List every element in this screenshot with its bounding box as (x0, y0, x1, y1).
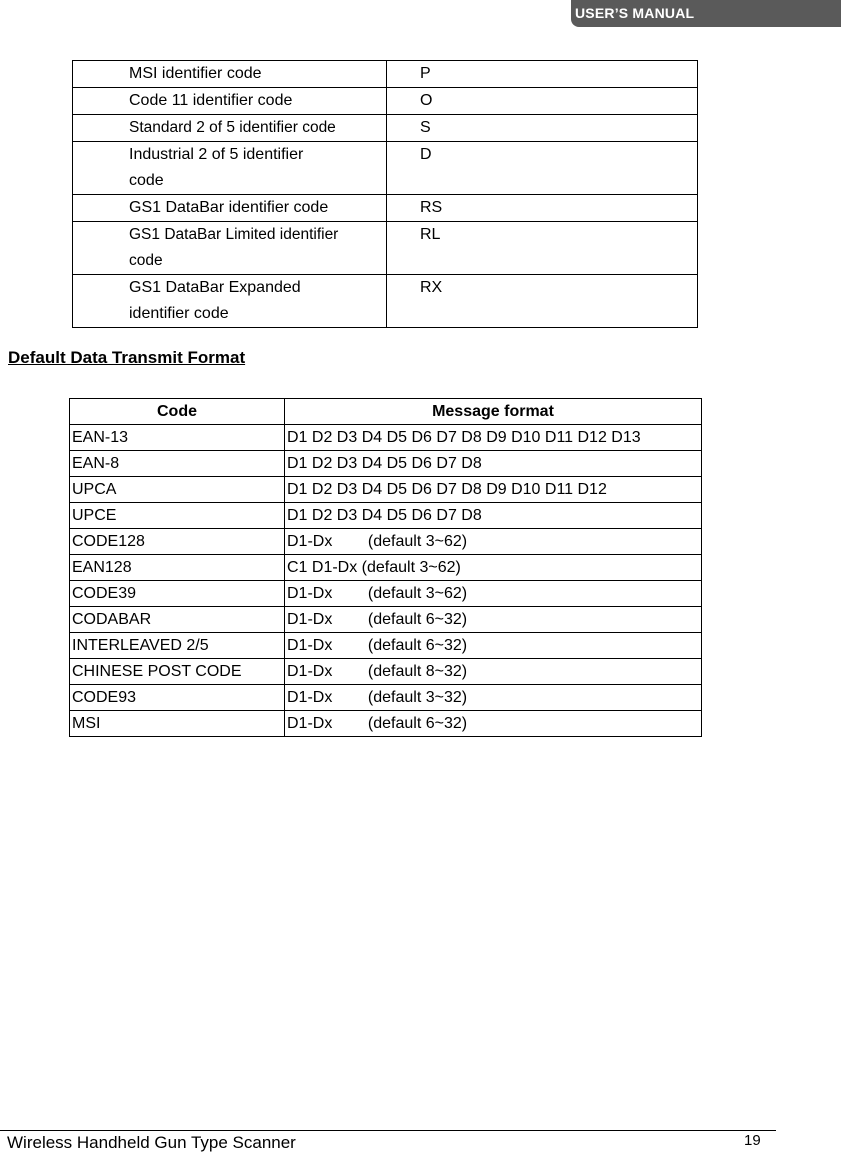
format-cell: D1-Dx (default 3~32) (285, 685, 702, 711)
format-cell: D1 D2 D3 D4 D5 D6 D7 D8 D9 D10 D11 D12 (285, 477, 702, 503)
identifier-code-cell: O (387, 88, 698, 115)
format-cell: D1-Dx (default 8~32) (285, 659, 702, 685)
table-row (70, 425, 702, 451)
code-cell: CODE93 (70, 685, 285, 711)
code-cell: EAN-13 (70, 425, 285, 451)
identifier-code-cell: D (387, 142, 698, 195)
identifier-code-cell: RL (387, 222, 698, 275)
column-header-message-format: Message format (285, 399, 702, 425)
footer-title: Wireless Handheld Gun Type Scanner (7, 1133, 296, 1152)
table-row (73, 88, 698, 115)
manual-header-badge: USER’S MANUAL (571, 0, 841, 27)
table-row (73, 195, 698, 222)
identifier-name-cell: Standard 2 of 5 identifier code (73, 115, 387, 142)
code-cell: CODABAR (70, 607, 285, 633)
format-cell: D1-Dx (default 3~62) (285, 529, 702, 555)
page-number: 19 (744, 1132, 761, 1149)
code-cell: UPCE (70, 503, 285, 529)
format-cell: D1 D2 D3 D4 D5 D6 D7 D8 (285, 451, 702, 477)
identifier-name-cell (73, 222, 387, 275)
format-cell: D1-Dx (default 6~32) (285, 607, 702, 633)
identifier-name-cell: Code 11 identifier code (73, 88, 387, 115)
column-header-code: Code (70, 399, 285, 425)
code-cell: MSI (70, 711, 285, 737)
table-row (70, 451, 702, 477)
code-cell: CHINESE POST CODE (70, 659, 285, 685)
table-row (73, 115, 698, 142)
table-row (73, 142, 698, 195)
identifier-name-cell: GS1 DataBar identifier code (73, 195, 387, 222)
table-row (70, 685, 702, 711)
table-row (70, 711, 702, 737)
code-cell: CODE128 (70, 529, 285, 555)
transmit-format-table (69, 398, 702, 737)
table-row (70, 503, 702, 529)
table-row (70, 607, 702, 633)
table-row (70, 477, 702, 503)
identifier-name-line: GS1 DataBar Expanded (129, 279, 301, 296)
table-row (73, 275, 698, 328)
code-cell: EAN-8 (70, 451, 285, 477)
format-cell: C1 D1-Dx (default 3~62) (285, 555, 702, 581)
table-row (70, 659, 702, 685)
table-row (70, 529, 702, 555)
identifier-name-line: GS1 DataBar Limited identifier (129, 226, 339, 243)
footer-divider (0, 1130, 776, 1131)
identifier-code-cell: RX (387, 275, 698, 328)
identifier-name-line: code (129, 172, 164, 189)
format-cell: D1-Dx (default 6~32) (285, 633, 702, 659)
format-cell: D1 D2 D3 D4 D5 D6 D7 D8 (285, 503, 702, 529)
identifier-name-cell: MSI identifier code (73, 61, 387, 88)
code-cell: UPCA (70, 477, 285, 503)
table-row (73, 222, 698, 275)
identifier-name-cell (73, 142, 387, 195)
identifier-code-cell: RS (387, 195, 698, 222)
identifier-code-cell: S (387, 115, 698, 142)
identifier-name-cell (73, 275, 387, 328)
table-row (70, 581, 702, 607)
table-row (70, 555, 702, 581)
identifier-name-line: Industrial 2 of 5 identifier (129, 146, 304, 163)
identifier-name-line: identifier code (129, 305, 229, 322)
table-row (73, 61, 698, 88)
identifier-code-table (72, 60, 698, 328)
format-cell: D1-Dx (default 3~62) (285, 581, 702, 607)
table-row (70, 633, 702, 659)
table-header-row (70, 399, 702, 425)
format-cell: D1 D2 D3 D4 D5 D6 D7 D8 D9 D10 D11 D12 D13 (285, 425, 702, 451)
format-cell: D1-Dx (default 6~32) (285, 711, 702, 737)
identifier-name-line: code (129, 252, 163, 269)
section-title: Default Data Transmit Format (8, 348, 246, 367)
code-cell: EAN128 (70, 555, 285, 581)
code-cell: CODE39 (70, 581, 285, 607)
identifier-code-cell: P (387, 61, 698, 88)
code-cell: INTERLEAVED 2/5 (70, 633, 285, 659)
